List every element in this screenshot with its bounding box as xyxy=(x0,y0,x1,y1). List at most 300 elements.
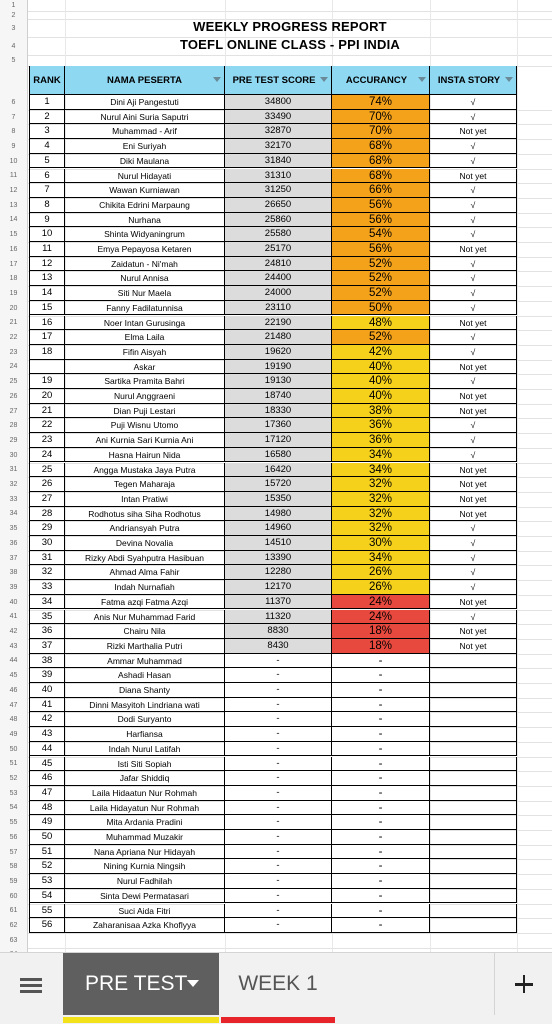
score-cell[interactable]: - xyxy=(225,801,332,816)
score-cell[interactable]: - xyxy=(225,830,332,845)
name-cell[interactable]: Andriansyah Putra xyxy=(65,521,225,536)
insta-story-cell[interactable]: √ xyxy=(430,110,517,125)
rank-cell[interactable]: 30 xyxy=(30,536,65,551)
accuracy-cell[interactable]: 32% xyxy=(332,477,430,492)
insta-story-cell[interactable]: √ xyxy=(430,139,517,154)
row-number[interactable]: 4 xyxy=(11,42,16,50)
rank-cell[interactable]: 28 xyxy=(30,507,65,522)
accuracy-cell[interactable]: 32% xyxy=(332,492,430,507)
rank-cell[interactable]: 4 xyxy=(30,139,65,154)
score-cell[interactable]: 17120 xyxy=(225,433,332,448)
rank-cell[interactable]: 18 xyxy=(30,345,65,360)
insta-story-cell[interactable] xyxy=(430,904,517,919)
rank-cell[interactable]: 36 xyxy=(30,624,65,639)
row-number[interactable]: 15 xyxy=(9,231,18,239)
column-header-insta-story[interactable] xyxy=(430,66,517,95)
rank-cell[interactable]: 39 xyxy=(30,668,65,683)
score-cell[interactable]: 8830 xyxy=(225,624,332,639)
row-number[interactable]: 50 xyxy=(9,745,18,753)
insta-story-cell[interactable] xyxy=(430,727,517,742)
column-header-rank[interactable] xyxy=(30,66,65,95)
all-sheets-menu-button[interactable] xyxy=(0,953,62,1025)
insta-story-cell[interactable] xyxy=(430,889,517,904)
name-cell[interactable]: Jafar Shiddiq xyxy=(65,771,225,786)
rank-cell[interactable]: 32 xyxy=(30,565,65,580)
row-number[interactable]: 48 xyxy=(9,716,18,724)
score-cell[interactable]: - xyxy=(225,683,332,698)
row-number[interactable]: 11 xyxy=(9,172,18,180)
name-cell[interactable]: Diana Shanty xyxy=(65,683,225,698)
score-cell[interactable]: 17360 xyxy=(225,418,332,433)
accuracy-cell[interactable]: 18% xyxy=(332,639,430,654)
score-cell[interactable]: 24400 xyxy=(225,271,332,286)
rank-cell[interactable]: 38 xyxy=(30,654,65,669)
rank-cell[interactable]: 1 xyxy=(30,95,65,110)
row-number[interactable]: 18 xyxy=(9,275,18,283)
row-number[interactable]: 33 xyxy=(9,495,18,503)
name-cell[interactable]: Muhammad - Arif xyxy=(65,124,225,139)
rank-cell[interactable]: 5 xyxy=(30,154,65,169)
name-cell[interactable]: Noer Intan Gurusinga xyxy=(65,316,225,331)
rank-cell[interactable]: 44 xyxy=(30,742,65,757)
accuracy-cell[interactable]: 74% xyxy=(332,95,430,110)
score-cell[interactable]: 11370 xyxy=(225,595,332,610)
accuracy-cell[interactable]: - xyxy=(332,654,430,669)
insta-story-cell[interactable]: √ xyxy=(430,433,517,448)
insta-story-cell[interactable]: Not yet xyxy=(430,169,517,184)
insta-story-cell[interactable] xyxy=(430,830,517,845)
insta-story-cell[interactable] xyxy=(430,786,517,801)
accuracy-cell[interactable]: 26% xyxy=(332,565,430,580)
score-cell[interactable]: - xyxy=(225,757,332,772)
rank-cell[interactable]: 35 xyxy=(30,610,65,625)
column-header-score[interactable] xyxy=(225,66,332,95)
rank-cell[interactable]: 27 xyxy=(30,492,65,507)
rank-cell[interactable]: 8 xyxy=(30,198,65,213)
name-cell[interactable]: Shinta Widyaningrum xyxy=(65,227,225,242)
name-cell[interactable]: Laila Hidaatun Nur Rohmah xyxy=(65,786,225,801)
name-cell[interactable]: Siti Nur Maela xyxy=(65,286,225,301)
name-cell[interactable]: Fatma azqi Fatma Azqi xyxy=(65,595,225,610)
name-cell[interactable]: Muhammad Muzakir xyxy=(65,830,225,845)
accuracy-cell[interactable]: - xyxy=(332,874,430,889)
row-number[interactable]: 3 xyxy=(11,24,16,32)
name-cell[interactable]: Askar xyxy=(65,360,225,375)
accuracy-cell[interactable]: 32% xyxy=(332,521,430,536)
name-cell[interactable]: Nurul Fadhilah xyxy=(65,874,225,889)
score-cell[interactable]: 24000 xyxy=(225,286,332,301)
accuracy-cell[interactable]: 70% xyxy=(332,124,430,139)
insta-story-cell[interactable]: Not yet xyxy=(430,492,517,507)
rank-cell[interactable]: 51 xyxy=(30,845,65,860)
name-cell[interactable]: Fanny Fadilatunnisa xyxy=(65,301,225,316)
accuracy-cell[interactable]: 40% xyxy=(332,360,430,375)
name-cell[interactable]: Rodhotus siha Siha Rodhotus xyxy=(65,507,225,522)
insta-story-cell[interactable]: √ xyxy=(430,183,517,198)
insta-story-cell[interactable]: √ xyxy=(430,521,517,536)
row-number[interactable]: 13 xyxy=(9,201,18,209)
row-number[interactable]: 44 xyxy=(9,657,18,665)
score-cell[interactable]: 15350 xyxy=(225,492,332,507)
score-cell[interactable]: 12280 xyxy=(225,565,332,580)
rank-cell[interactable]: 3 xyxy=(30,124,65,139)
row-number[interactable]: 56 xyxy=(9,833,18,841)
insta-story-cell[interactable]: Not yet xyxy=(430,595,517,610)
score-cell[interactable]: - xyxy=(225,742,332,757)
rank-cell[interactable]: 55 xyxy=(30,904,65,919)
accuracy-cell[interactable]: 34% xyxy=(332,463,430,478)
name-cell[interactable]: Angga Mustaka Jaya Putra xyxy=(65,463,225,478)
name-cell[interactable]: Zaharanisaa Azka Khoflyya xyxy=(65,918,225,933)
rank-cell[interactable]: 13 xyxy=(30,271,65,286)
insta-story-cell[interactable] xyxy=(430,874,517,889)
score-cell[interactable]: - xyxy=(225,904,332,919)
name-cell[interactable]: Nining Kurnia Ningsih xyxy=(65,859,225,874)
insta-story-cell[interactable]: Not yet xyxy=(430,360,517,375)
name-cell[interactable]: Fifin Aisyah xyxy=(65,345,225,360)
accuracy-cell[interactable]: - xyxy=(332,668,430,683)
score-cell[interactable]: 32870 xyxy=(225,124,332,139)
row-number[interactable]: 62 xyxy=(9,922,18,930)
accuracy-cell[interactable]: - xyxy=(332,757,430,772)
accuracy-cell[interactable]: 18% xyxy=(332,624,430,639)
score-cell[interactable]: - xyxy=(225,727,332,742)
rank-cell[interactable]: 15 xyxy=(30,301,65,316)
rank-cell[interactable]: 37 xyxy=(30,639,65,654)
insta-story-cell[interactable]: Not yet xyxy=(430,316,517,331)
score-cell[interactable]: - xyxy=(225,654,332,669)
name-cell[interactable]: Ashadi Hasan xyxy=(65,668,225,683)
row-number[interactable]: 2 xyxy=(11,11,16,19)
accuracy-cell[interactable]: 52% xyxy=(332,257,430,272)
accuracy-cell[interactable]: 52% xyxy=(332,330,430,345)
row-number[interactable]: 41 xyxy=(9,613,18,621)
row-number[interactable]: 61 xyxy=(9,907,18,915)
row-number[interactable]: 29 xyxy=(9,436,18,444)
row-number[interactable]: 20 xyxy=(9,304,18,312)
score-cell[interactable]: 31840 xyxy=(225,154,332,169)
insta-story-cell[interactable]: √ xyxy=(430,301,517,316)
name-cell[interactable]: Chairu Nila xyxy=(65,624,225,639)
name-cell[interactable]: Dini Aji Pangestuti xyxy=(65,95,225,110)
name-cell[interactable]: Ani Kurnia Sari Kurnia Ani xyxy=(65,433,225,448)
row-number[interactable]: 32 xyxy=(9,481,18,489)
name-cell[interactable]: Dian Puji Lestari xyxy=(65,404,225,419)
rank-cell[interactable]: 10 xyxy=(30,227,65,242)
score-cell[interactable]: - xyxy=(225,889,332,904)
row-number[interactable]: 25 xyxy=(9,378,18,386)
accuracy-cell[interactable]: - xyxy=(332,830,430,845)
accuracy-cell[interactable]: 68% xyxy=(332,169,430,184)
score-cell[interactable]: - xyxy=(225,874,332,889)
insta-story-cell[interactable]: √ xyxy=(430,198,517,213)
row-number[interactable]: 39 xyxy=(9,583,18,591)
name-cell[interactable]: Rizki Marthalia Putri xyxy=(65,639,225,654)
insta-story-cell[interactable] xyxy=(430,654,517,669)
rank-cell[interactable]: 9 xyxy=(30,213,65,228)
name-cell[interactable]: Dinni Masyitoh Lindriana wati xyxy=(65,698,225,713)
row-number[interactable]: 53 xyxy=(9,789,18,797)
name-cell[interactable]: Intan Pratiwi xyxy=(65,492,225,507)
score-cell[interactable]: 31310 xyxy=(225,169,332,184)
name-cell[interactable]: Wawan Kurniawan xyxy=(65,183,225,198)
row-number[interactable]: 60 xyxy=(9,892,18,900)
name-cell[interactable]: Harfiansa xyxy=(65,727,225,742)
insta-story-cell[interactable]: Not yet xyxy=(430,639,517,654)
rank-cell[interactable]: 54 xyxy=(30,889,65,904)
insta-story-cell[interactable]: √ xyxy=(430,330,517,345)
name-cell[interactable]: Diki Maulana xyxy=(65,154,225,169)
score-cell[interactable]: 18740 xyxy=(225,389,332,404)
rank-cell[interactable]: 50 xyxy=(30,830,65,845)
insta-story-cell[interactable]: √ xyxy=(430,95,517,110)
score-cell[interactable]: - xyxy=(225,918,332,933)
insta-story-cell[interactable] xyxy=(430,668,517,683)
tab-pre-test[interactable] xyxy=(63,953,219,1015)
insta-story-cell[interactable] xyxy=(430,712,517,727)
accuracy-cell[interactable]: 32% xyxy=(332,507,430,522)
score-cell[interactable]: 16580 xyxy=(225,448,332,463)
rank-cell[interactable]: 20 xyxy=(30,389,65,404)
name-cell[interactable]: Nurul Aini Suria Saputri xyxy=(65,110,225,125)
score-cell[interactable]: - xyxy=(225,712,332,727)
accuracy-cell[interactable]: 70% xyxy=(332,110,430,125)
insta-story-cell[interactable]: √ xyxy=(430,551,517,566)
rank-cell[interactable]: 46 xyxy=(30,771,65,786)
insta-story-cell[interactable]: √ xyxy=(430,448,517,463)
chevron-down-icon[interactable] xyxy=(187,980,199,987)
score-cell[interactable]: 8430 xyxy=(225,639,332,654)
name-cell[interactable]: Anis Nur Muhammad Farid xyxy=(65,610,225,625)
column-header-accuracy[interactable] xyxy=(332,66,430,95)
row-number[interactable]: 57 xyxy=(9,848,18,856)
row-number[interactable]: 21 xyxy=(9,319,18,327)
name-cell[interactable]: Puji Wisnu Utomo xyxy=(65,418,225,433)
row-number[interactable]: 9 xyxy=(11,142,16,150)
rank-cell[interactable]: 45 xyxy=(30,757,65,772)
name-cell[interactable]: Rizky Abdi Syahputra Hasibuan xyxy=(65,551,225,566)
rank-cell[interactable]: 23 xyxy=(30,433,65,448)
score-cell[interactable]: 21480 xyxy=(225,330,332,345)
filter-icon[interactable] xyxy=(505,77,513,82)
rank-cell[interactable]: 49 xyxy=(30,815,65,830)
row-number[interactable]: 54 xyxy=(9,804,18,812)
accuracy-cell[interactable]: 50% xyxy=(332,301,430,316)
row-number[interactable]: 7 xyxy=(11,113,16,121)
insta-story-cell[interactable]: √ xyxy=(430,154,517,169)
accuracy-cell[interactable]: 38% xyxy=(332,404,430,419)
name-cell[interactable]: Nurul Annisa xyxy=(65,271,225,286)
insta-story-cell[interactable] xyxy=(430,918,517,933)
score-cell[interactable]: - xyxy=(225,845,332,860)
rank-cell[interactable]: 7 xyxy=(30,183,65,198)
score-cell[interactable]: 33490 xyxy=(225,110,332,125)
rank-cell[interactable]: 25 xyxy=(30,463,65,478)
accuracy-cell[interactable]: 24% xyxy=(332,595,430,610)
row-number[interactable]: 23 xyxy=(9,348,18,356)
rank-cell[interactable]: 41 xyxy=(30,698,65,713)
rank-cell[interactable]: 53 xyxy=(30,874,65,889)
insta-story-cell[interactable]: Not yet xyxy=(430,477,517,492)
score-cell[interactable]: - xyxy=(225,698,332,713)
accuracy-cell[interactable]: 36% xyxy=(332,418,430,433)
accuracy-cell[interactable]: 54% xyxy=(332,227,430,242)
rank-cell[interactable]: 11 xyxy=(30,242,65,257)
accuracy-cell[interactable]: 34% xyxy=(332,551,430,566)
accuracy-cell[interactable]: 24% xyxy=(332,610,430,625)
row-number[interactable]: 6 xyxy=(11,98,16,106)
score-cell[interactable]: 15720 xyxy=(225,477,332,492)
score-cell[interactable]: 25860 xyxy=(225,213,332,228)
score-cell[interactable]: 14960 xyxy=(225,521,332,536)
row-number[interactable]: 8 xyxy=(11,128,16,136)
score-cell[interactable]: - xyxy=(225,668,332,683)
name-cell[interactable]: Ammar Muhammad xyxy=(65,654,225,669)
row-number[interactable]: 1 xyxy=(11,2,16,9)
rank-cell[interactable]: 26 xyxy=(30,477,65,492)
name-cell[interactable]: Laila Hidayatun Nur Rohmah xyxy=(65,801,225,816)
row-number[interactable]: 26 xyxy=(9,392,18,400)
column-header-name[interactable] xyxy=(65,66,225,95)
insta-story-cell[interactable]: Not yet xyxy=(430,404,517,419)
row-number[interactable]: 16 xyxy=(9,245,18,253)
accuracy-cell[interactable]: 40% xyxy=(332,374,430,389)
accuracy-cell[interactable]: 34% xyxy=(332,448,430,463)
rank-cell[interactable]: 22 xyxy=(30,418,65,433)
name-cell[interactable]: Chikita Edrini Marpaung xyxy=(65,198,225,213)
rank-cell[interactable]: 2 xyxy=(30,110,65,125)
score-cell[interactable]: 26650 xyxy=(225,198,332,213)
row-number[interactable]: 10 xyxy=(9,157,18,165)
name-cell[interactable]: Ahmad Alma Fahir xyxy=(65,565,225,580)
row-number[interactable]: 24 xyxy=(9,363,18,371)
insta-story-cell[interactable] xyxy=(430,771,517,786)
insta-story-cell[interactable]: Not yet xyxy=(430,242,517,257)
insta-story-cell[interactable]: √ xyxy=(430,374,517,389)
name-cell[interactable]: Eni Suriyah xyxy=(65,139,225,154)
accuracy-cell[interactable]: - xyxy=(332,801,430,816)
accuracy-cell[interactable]: - xyxy=(332,771,430,786)
score-cell[interactable]: 11320 xyxy=(225,610,332,625)
insta-story-cell[interactable]: √ xyxy=(430,565,517,580)
rank-cell[interactable]: 14 xyxy=(30,286,65,301)
accuracy-cell[interactable]: - xyxy=(332,859,430,874)
row-number[interactable]: 22 xyxy=(9,334,18,342)
name-cell[interactable]: Sartika Pramita Bahri xyxy=(65,374,225,389)
name-cell[interactable]: Devina Novalia xyxy=(65,536,225,551)
accuracy-cell[interactable]: 36% xyxy=(332,433,430,448)
name-cell[interactable]: Tegen Maharaja xyxy=(65,477,225,492)
name-cell[interactable]: Nurul Hidayati xyxy=(65,169,225,184)
insta-story-cell[interactable]: √ xyxy=(430,271,517,286)
score-cell[interactable]: - xyxy=(225,771,332,786)
score-cell[interactable]: - xyxy=(225,815,332,830)
rank-cell[interactable]: 12 xyxy=(30,257,65,272)
insta-story-cell[interactable]: Not yet xyxy=(430,124,517,139)
filter-icon[interactable] xyxy=(418,77,426,82)
score-cell[interactable]: 19190 xyxy=(225,360,332,375)
name-cell[interactable]: Mita Ardania Pradini xyxy=(65,815,225,830)
insta-story-cell[interactable] xyxy=(430,683,517,698)
insta-story-cell[interactable]: √ xyxy=(430,610,517,625)
row-number[interactable]: 17 xyxy=(9,260,18,268)
insta-story-cell[interactable] xyxy=(430,757,517,772)
insta-story-cell[interactable] xyxy=(430,742,517,757)
row-number[interactable]: 55 xyxy=(9,819,18,827)
row-number[interactable]: 58 xyxy=(9,863,18,871)
name-cell[interactable]: Suci Aida Fitri xyxy=(65,904,225,919)
insta-story-cell[interactable]: √ xyxy=(430,286,517,301)
score-cell[interactable]: - xyxy=(225,859,332,874)
row-number[interactable]: 51 xyxy=(9,760,18,768)
row-number[interactable]: 40 xyxy=(9,598,18,606)
row-number[interactable]: 31 xyxy=(9,466,18,474)
accuracy-cell[interactable]: 52% xyxy=(332,271,430,286)
row-number[interactable]: 5 xyxy=(11,57,16,64)
accuracy-cell[interactable]: - xyxy=(332,683,430,698)
row-number[interactable]: 59 xyxy=(9,877,18,885)
insta-story-cell[interactable]: √ xyxy=(430,345,517,360)
rank-cell[interactable]: 40 xyxy=(30,683,65,698)
row-number[interactable]: 38 xyxy=(9,569,18,577)
row-number[interactable]: 42 xyxy=(9,628,18,636)
rank-cell[interactable]: 48 xyxy=(30,801,65,816)
score-cell[interactable]: 19130 xyxy=(225,374,332,389)
accuracy-cell[interactable]: 56% xyxy=(332,198,430,213)
score-cell[interactable]: 18330 xyxy=(225,404,332,419)
name-cell[interactable]: Nurhana xyxy=(65,213,225,228)
name-cell[interactable]: Indah Nurnafiah xyxy=(65,580,225,595)
accuracy-cell[interactable]: - xyxy=(332,815,430,830)
score-cell[interactable]: 31250 xyxy=(225,183,332,198)
accuracy-cell[interactable]: 52% xyxy=(332,286,430,301)
score-cell[interactable]: 25170 xyxy=(225,242,332,257)
row-number[interactable]: 28 xyxy=(9,422,18,430)
score-cell[interactable]: 19620 xyxy=(225,345,332,360)
row-number[interactable]: 12 xyxy=(9,187,18,195)
filter-icon[interactable] xyxy=(320,77,328,82)
accuracy-cell[interactable]: 68% xyxy=(332,139,430,154)
name-cell[interactable]: Elma Laila xyxy=(65,330,225,345)
score-cell[interactable]: 22190 xyxy=(225,316,332,331)
accuracy-cell[interactable]: - xyxy=(332,889,430,904)
insta-story-cell[interactable] xyxy=(430,801,517,816)
accuracy-cell[interactable]: 40% xyxy=(332,389,430,404)
insta-story-cell[interactable]: √ xyxy=(430,418,517,433)
accuracy-cell[interactable]: - xyxy=(332,918,430,933)
accuracy-cell[interactable]: - xyxy=(332,698,430,713)
row-number[interactable]: 36 xyxy=(9,539,18,547)
accuracy-cell[interactable]: 68% xyxy=(332,154,430,169)
rank-cell[interactable]: 52 xyxy=(30,859,65,874)
rank-cell[interactable]: 47 xyxy=(30,786,65,801)
row-header-column[interactable] xyxy=(0,0,28,952)
accuracy-cell[interactable]: 42% xyxy=(332,345,430,360)
tab-week-1[interactable] xyxy=(221,953,335,1015)
filter-icon[interactable] xyxy=(213,77,221,82)
accuracy-cell[interactable]: 66% xyxy=(332,183,430,198)
row-number[interactable]: 47 xyxy=(9,701,18,709)
accuracy-cell[interactable]: 56% xyxy=(332,213,430,228)
score-cell[interactable]: - xyxy=(225,786,332,801)
name-cell[interactable]: Isti Siti Sopiah xyxy=(65,757,225,772)
rank-cell[interactable]: 43 xyxy=(30,727,65,742)
rank-cell[interactable] xyxy=(30,360,65,375)
rank-cell[interactable]: 21 xyxy=(30,404,65,419)
row-number[interactable]: 43 xyxy=(9,642,18,650)
rank-cell[interactable]: 29 xyxy=(30,521,65,536)
rank-cell[interactable]: 6 xyxy=(30,169,65,184)
